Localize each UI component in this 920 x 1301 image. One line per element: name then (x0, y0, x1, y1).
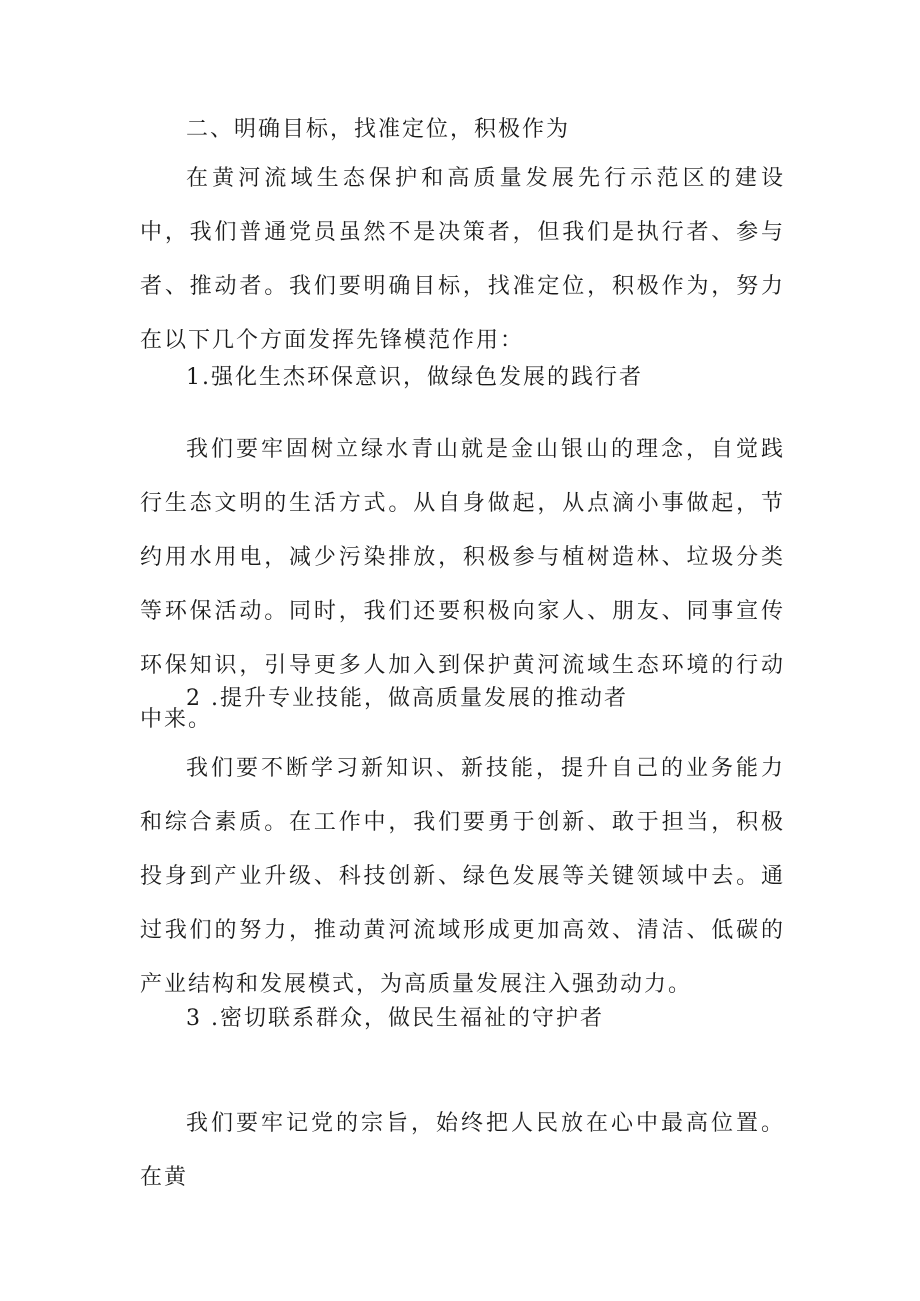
intro-paragraph: 在黄河流域生态保护和高质量发展先行示范区的建设中，我们普通党员虽然不是决策者，但我们是执行者、参与者、推动者。我们要明确目标，找准定位，积极作为，努力在以下几个方面发挥先锋模范作用： (140, 166, 785, 353)
item-3-paragraph: 我们要牢记党的宗旨，始终把人民放在心中最高位置。在黄 (140, 1111, 785, 1190)
item-1-heading: 1.强化生杰环保意识，做绿色发展的践行者 (186, 365, 643, 390)
item-1-paragraph: 我们要牢固树立绿水青山就是金山银山的理念，自觉践行生态文明的生活方式。从自身做起，从点滴小事做起，节约用水用电，减少污染排放，积极参与植树造林、垃圾分类等环保活动。同时，我们还要积极向家人、朋友、同事宣传环保知识，引导更多人加入到保护黄河流域生态环境的行动中来。 (140, 437, 785, 732)
item-2-heading: 2 .提升专业技能，做高质量发展的推动者 (186, 686, 628, 711)
section-heading: 二、明确目标，找准定位，积极作为 (186, 117, 571, 142)
item-2-paragraph: 我们要不断学习新知识、新技能，提升自己的业务能力和综合素质。在工作中，我们要勇于创新、敢于担当，积极投身到产业升级、科技创新、绿色发展等关键领域中去。通过我们的努力，推动黄河流域形成更加高效、清洁、低碳的产业结构和发展模式，为高质量发展注入强劲动力。 (140, 756, 785, 997)
item-3-heading: 3 .密切联系群众，做民生福祉的守护者 (186, 1006, 604, 1031)
